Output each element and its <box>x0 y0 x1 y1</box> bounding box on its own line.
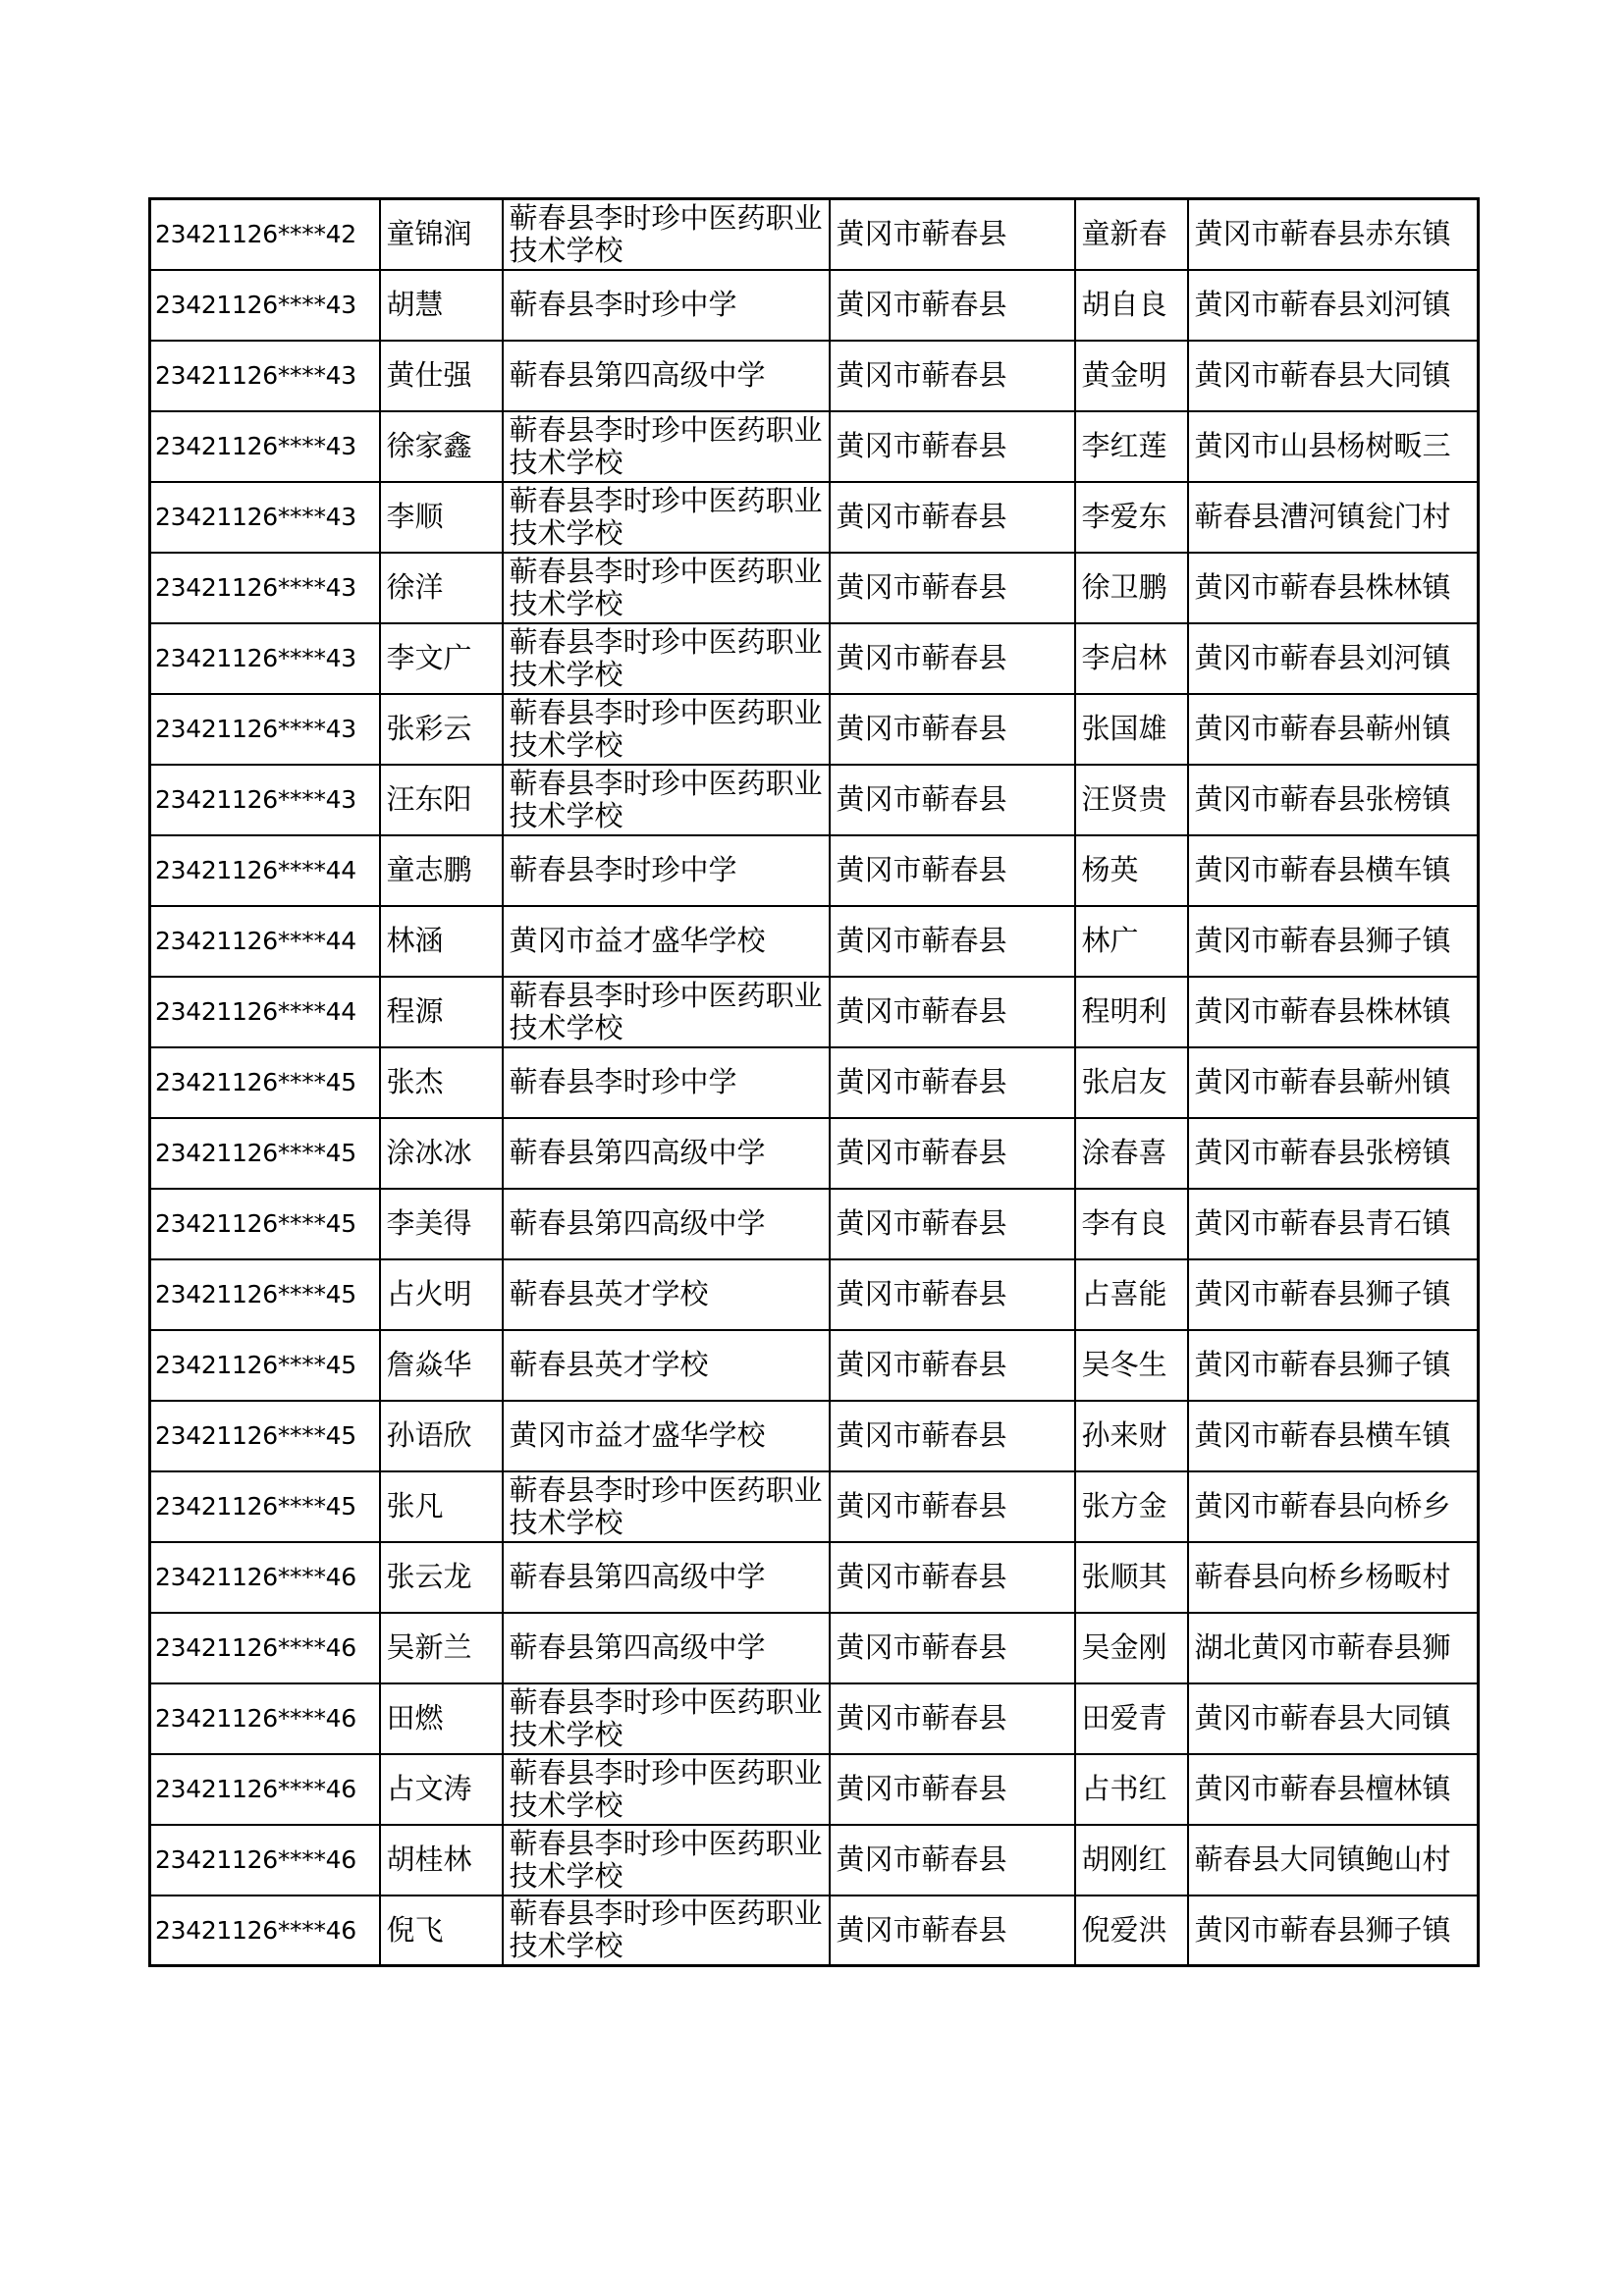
cell-id-number: 23421126****45 <box>150 1259 380 1330</box>
cell-address: 黄冈市山县杨树畈三 <box>1188 411 1479 482</box>
table-row <box>150 1683 1479 1754</box>
cell-address: 黄冈市蕲春县大同镇 <box>1188 1683 1479 1754</box>
cell-id-number: 23421126****43 <box>150 411 380 482</box>
cell-address: 黄冈市蕲春县张榜镇 <box>1188 1118 1479 1189</box>
cell-guardian-name: 占喜能 <box>1075 1259 1188 1330</box>
table-row <box>150 1754 1479 1825</box>
cell-student-name: 占文涛 <box>380 1754 503 1825</box>
cell-student-name: 胡桂林 <box>380 1825 503 1896</box>
table-row <box>150 411 1479 482</box>
table-row <box>150 1471 1479 1542</box>
cell-address: 黄冈市蕲春县蕲州镇 <box>1188 1047 1479 1118</box>
cell-region: 黄冈市蕲春县 <box>830 1330 1075 1401</box>
cell-id-number: 23421126****46 <box>150 1613 380 1683</box>
cell-id-number: 23421126****46 <box>150 1754 380 1825</box>
table-row <box>150 341 1479 411</box>
cell-address: 黄冈市蕲春县蕲州镇 <box>1188 694 1479 765</box>
cell-school: 蕲春县李时珍中医药职业技术学校 <box>503 1825 830 1896</box>
cell-school: 蕲春县第四高级中学 <box>503 341 830 411</box>
cell-address: 湖北黄冈市蕲春县狮 <box>1188 1613 1479 1683</box>
cell-region: 黄冈市蕲春县 <box>830 1401 1075 1471</box>
cell-address: 黄冈市蕲春县狮子镇 <box>1188 1259 1479 1330</box>
table-row <box>150 1825 1479 1896</box>
cell-student-name: 李顺 <box>380 482 503 553</box>
cell-region: 黄冈市蕲春县 <box>830 1047 1075 1118</box>
cell-guardian-name: 倪爱洪 <box>1075 1896 1188 1966</box>
cell-id-number: 23421126****43 <box>150 482 380 553</box>
cell-guardian-name: 杨英 <box>1075 835 1188 906</box>
cell-guardian-name: 林广 <box>1075 906 1188 977</box>
cell-school: 蕲春县第四高级中学 <box>503 1118 830 1189</box>
cell-school: 蕲春县李时珍中医药职业技术学校 <box>503 765 830 835</box>
cell-address: 黄冈市蕲春县刘河镇 <box>1188 270 1479 341</box>
cell-id-number: 23421126****43 <box>150 270 380 341</box>
table-row <box>150 199 1479 270</box>
cell-region: 黄冈市蕲春县 <box>830 1683 1075 1754</box>
cell-id-number: 23421126****43 <box>150 623 380 694</box>
cell-guardian-name: 李有良 <box>1075 1189 1188 1259</box>
cell-address: 蕲春县大同镇鲍山村 <box>1188 1825 1479 1896</box>
cell-id-number: 23421126****42 <box>150 199 380 270</box>
cell-guardian-name: 李红莲 <box>1075 411 1188 482</box>
cell-guardian-name: 徐卫鹏 <box>1075 553 1188 623</box>
cell-student-name: 张杰 <box>380 1047 503 1118</box>
table-row <box>150 835 1479 906</box>
cell-address: 黄冈市蕲春县大同镇 <box>1188 341 1479 411</box>
cell-guardian-name: 胡刚红 <box>1075 1825 1188 1896</box>
cell-guardian-name: 胡自良 <box>1075 270 1188 341</box>
cell-student-name: 张云龙 <box>380 1542 503 1613</box>
cell-guardian-name: 吴金刚 <box>1075 1613 1188 1683</box>
cell-address: 黄冈市蕲春县张榜镇 <box>1188 765 1479 835</box>
cell-guardian-name: 李启林 <box>1075 623 1188 694</box>
cell-address: 黄冈市蕲春县刘河镇 <box>1188 623 1479 694</box>
cell-id-number: 23421126****44 <box>150 977 380 1047</box>
cell-school: 黄冈市益才盛华学校 <box>503 906 830 977</box>
cell-guardian-name: 张顺其 <box>1075 1542 1188 1613</box>
cell-address: 蕲春县向桥乡杨畈村 <box>1188 1542 1479 1613</box>
cell-address: 黄冈市蕲春县横车镇 <box>1188 835 1479 906</box>
cell-id-number: 23421126****45 <box>150 1047 380 1118</box>
cell-guardian-name: 田爱青 <box>1075 1683 1188 1754</box>
cell-student-name: 徐家鑫 <box>380 411 503 482</box>
cell-guardian-name: 吴冬生 <box>1075 1330 1188 1401</box>
cell-guardian-name: 童新春 <box>1075 199 1188 270</box>
cell-guardian-name: 张启友 <box>1075 1047 1188 1118</box>
cell-guardian-name: 张方金 <box>1075 1471 1188 1542</box>
cell-school: 蕲春县李时珍中医药职业技术学校 <box>503 1683 830 1754</box>
cell-region: 黄冈市蕲春县 <box>830 694 1075 765</box>
table-row <box>150 906 1479 977</box>
cell-school: 蕲春县第四高级中学 <box>503 1613 830 1683</box>
roster-body <box>150 199 1479 1966</box>
cell-address: 黄冈市蕲春县狮子镇 <box>1188 906 1479 977</box>
cell-student-name: 田燃 <box>380 1683 503 1754</box>
cell-region: 黄冈市蕲春县 <box>830 1613 1075 1683</box>
cell-school: 蕲春县李时珍中学 <box>503 270 830 341</box>
cell-school: 蕲春县李时珍中医药职业技术学校 <box>503 411 830 482</box>
cell-region: 黄冈市蕲春县 <box>830 1825 1075 1896</box>
cell-region: 黄冈市蕲春县 <box>830 1754 1075 1825</box>
cell-guardian-name: 占书红 <box>1075 1754 1188 1825</box>
cell-region: 黄冈市蕲春县 <box>830 1259 1075 1330</box>
cell-student-name: 李美得 <box>380 1189 503 1259</box>
cell-address: 黄冈市蕲春县青石镇 <box>1188 1189 1479 1259</box>
cell-student-name: 吴新兰 <box>380 1613 503 1683</box>
cell-region: 黄冈市蕲春县 <box>830 270 1075 341</box>
cell-school: 蕲春县李时珍中学 <box>503 1047 830 1118</box>
cell-school: 蕲春县第四高级中学 <box>503 1542 830 1613</box>
cell-school: 蕲春县李时珍中医药职业技术学校 <box>503 1896 830 1966</box>
cell-id-number: 23421126****44 <box>150 906 380 977</box>
cell-region: 黄冈市蕲春县 <box>830 341 1075 411</box>
cell-region: 黄冈市蕲春县 <box>830 1189 1075 1259</box>
cell-guardian-name: 李爱东 <box>1075 482 1188 553</box>
cell-address: 黄冈市蕲春县檀林镇 <box>1188 1754 1479 1825</box>
cell-address: 黄冈市蕲春县横车镇 <box>1188 1401 1479 1471</box>
cell-address: 黄冈市蕲春县狮子镇 <box>1188 1896 1479 1966</box>
cell-address: 黄冈市蕲春县赤东镇 <box>1188 199 1479 270</box>
table-row <box>150 482 1479 553</box>
cell-student-name: 徐洋 <box>380 553 503 623</box>
cell-guardian-name: 涂春喜 <box>1075 1118 1188 1189</box>
cell-region: 黄冈市蕲春县 <box>830 1542 1075 1613</box>
cell-student-name: 汪东阳 <box>380 765 503 835</box>
cell-school: 蕲春县李时珍中医药职业技术学校 <box>503 1754 830 1825</box>
cell-school: 蕲春县李时珍中医药职业技术学校 <box>503 623 830 694</box>
cell-student-name: 占火明 <box>380 1259 503 1330</box>
cell-id-number: 23421126****46 <box>150 1683 380 1754</box>
cell-school: 蕲春县李时珍中医药职业技术学校 <box>503 199 830 270</box>
cell-school: 蕲春县英才学校 <box>503 1259 830 1330</box>
cell-address: 黄冈市蕲春县狮子镇 <box>1188 1330 1479 1401</box>
cell-school: 蕲春县李时珍中医药职业技术学校 <box>503 977 830 1047</box>
cell-school: 黄冈市益才盛华学校 <box>503 1401 830 1471</box>
cell-id-number: 23421126****45 <box>150 1189 380 1259</box>
cell-school: 蕲春县李时珍中医药职业技术学校 <box>503 482 830 553</box>
cell-guardian-name: 汪贤贵 <box>1075 765 1188 835</box>
cell-region: 黄冈市蕲春县 <box>830 623 1075 694</box>
table-row <box>150 1189 1479 1259</box>
cell-region: 黄冈市蕲春县 <box>830 835 1075 906</box>
cell-address: 黄冈市蕲春县向桥乡 <box>1188 1471 1479 1542</box>
cell-student-name: 李文广 <box>380 623 503 694</box>
cell-region: 黄冈市蕲春县 <box>830 906 1075 977</box>
table-row <box>150 765 1479 835</box>
table-row <box>150 623 1479 694</box>
table-row <box>150 270 1479 341</box>
cell-student-name: 程源 <box>380 977 503 1047</box>
cell-id-number: 23421126****45 <box>150 1401 380 1471</box>
cell-id-number: 23421126****43 <box>150 341 380 411</box>
cell-address: 黄冈市蕲春县株林镇 <box>1188 553 1479 623</box>
cell-student-name: 张凡 <box>380 1471 503 1542</box>
cell-id-number: 23421126****46 <box>150 1542 380 1613</box>
cell-guardian-name: 黄金明 <box>1075 341 1188 411</box>
cell-address: 蕲春县漕河镇瓮门村 <box>1188 482 1479 553</box>
cell-region: 黄冈市蕲春县 <box>830 765 1075 835</box>
cell-school: 蕲春县李时珍中医药职业技术学校 <box>503 694 830 765</box>
cell-region: 黄冈市蕲春县 <box>830 199 1075 270</box>
cell-guardian-name: 孙来财 <box>1075 1401 1188 1471</box>
cell-school: 蕲春县李时珍中医药职业技术学校 <box>503 553 830 623</box>
cell-school: 蕲春县第四高级中学 <box>503 1189 830 1259</box>
cell-region: 黄冈市蕲春县 <box>830 1896 1075 1966</box>
cell-region: 黄冈市蕲春县 <box>830 482 1075 553</box>
table-row <box>150 1330 1479 1401</box>
table-row <box>150 1118 1479 1189</box>
table-row <box>150 1613 1479 1683</box>
cell-student-name: 倪飞 <box>380 1896 503 1966</box>
cell-id-number: 23421126****45 <box>150 1471 380 1542</box>
cell-student-name: 胡慧 <box>380 270 503 341</box>
student-roster-table <box>148 197 1480 1967</box>
table-row <box>150 1047 1479 1118</box>
table-row <box>150 694 1479 765</box>
cell-id-number: 23421126****43 <box>150 765 380 835</box>
cell-school: 蕲春县李时珍中学 <box>503 835 830 906</box>
cell-region: 黄冈市蕲春县 <box>830 553 1075 623</box>
cell-id-number: 23421126****46 <box>150 1825 380 1896</box>
cell-id-number: 23421126****45 <box>150 1118 380 1189</box>
cell-student-name: 黄仕强 <box>380 341 503 411</box>
cell-region: 黄冈市蕲春县 <box>830 1471 1075 1542</box>
table-row <box>150 977 1479 1047</box>
table-row <box>150 1259 1479 1330</box>
cell-id-number: 23421126****44 <box>150 835 380 906</box>
cell-student-name: 孙语欣 <box>380 1401 503 1471</box>
cell-address: 黄冈市蕲春县株林镇 <box>1188 977 1479 1047</box>
cell-region: 黄冈市蕲春县 <box>830 1118 1075 1189</box>
cell-student-name: 林涵 <box>380 906 503 977</box>
cell-student-name: 童锦润 <box>380 199 503 270</box>
cell-region: 黄冈市蕲春县 <box>830 411 1075 482</box>
cell-id-number: 23421126****45 <box>150 1330 380 1401</box>
table-row <box>150 1401 1479 1471</box>
table-row <box>150 1896 1479 1966</box>
cell-student-name: 詹焱华 <box>380 1330 503 1401</box>
table-row <box>150 1542 1479 1613</box>
cell-region: 黄冈市蕲春县 <box>830 977 1075 1047</box>
cell-student-name: 童志鹏 <box>380 835 503 906</box>
table-row <box>150 553 1479 623</box>
cell-id-number: 23421126****43 <box>150 553 380 623</box>
cell-student-name: 张彩云 <box>380 694 503 765</box>
cell-school: 蕲春县英才学校 <box>503 1330 830 1401</box>
cell-school: 蕲春县李时珍中医药职业技术学校 <box>503 1471 830 1542</box>
cell-student-name: 涂冰冰 <box>380 1118 503 1189</box>
cell-guardian-name: 张国雄 <box>1075 694 1188 765</box>
cell-guardian-name: 程明利 <box>1075 977 1188 1047</box>
cell-id-number: 23421126****43 <box>150 694 380 765</box>
cell-id-number: 23421126****46 <box>150 1896 380 1966</box>
